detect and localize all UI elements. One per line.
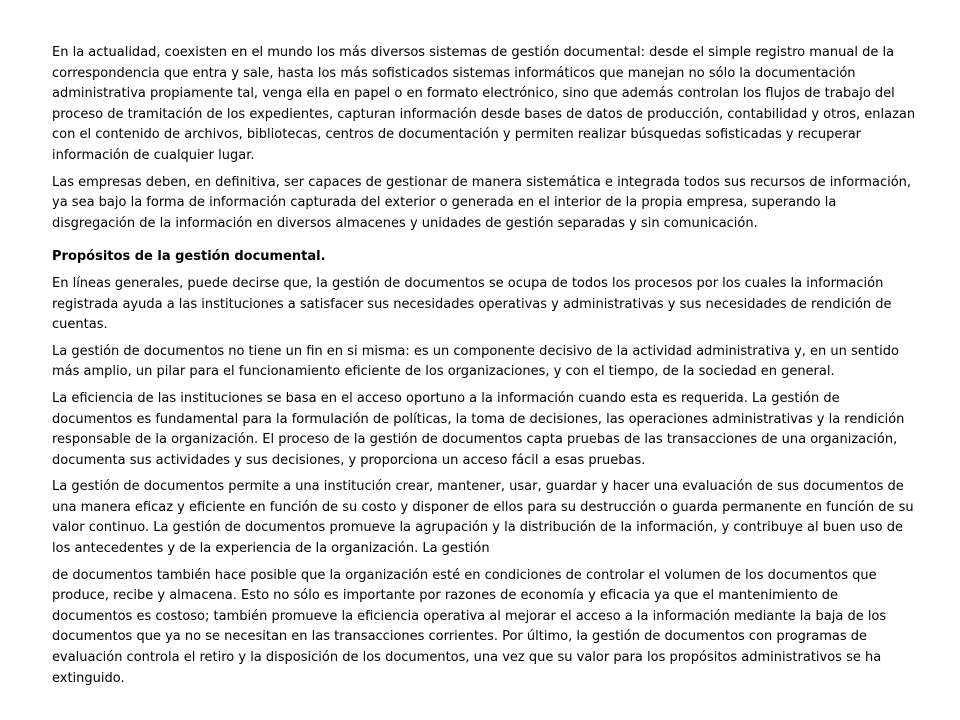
section-paragraph-1: En líneas generales, puede decirse que, la gestión de documentos se ocupa de todos los procesos por los cuales la información registrada ayuda a las instituciones a satisfacer sus necesidades operativas y administrativas y sus necesidades de rendición de cuentas.	[52, 275, 892, 333]
section-paragraph-5: de documentos también hace posible que la organización esté en condiciones de controlar el volumen de los documentos que produce, recibe y almacena. Esto no sólo es importante por razones de economía y eficacia ya que el mantenimiento de documentos es costoso; también promueve la eficiencia operativa al mejorar el acceso a la información mediante la baja de los documentos que ya no se necesitan en las transacciones corrientes. Por último, la gestión de documentos con programas de evaluación controla el retiro y la disposición de los documentos, una vez que su valor para los propósitos administrativos se ha extinguido.	[52, 567, 887, 686]
section-paragraph-2: La gestión de documentos no tiene un fin en si misma: es un componente decisivo de la actividad administrativa y, en un sentido más amplio, un pilar para el funcionamiento eficiente de los organizaciones, y con el tiempo, de la sociedad en general.	[52, 343, 899, 380]
document-page	[52, 43, 918, 695]
section-paragraph-3: La eficiencia de las instituciones se basa en el acceso oportuno a la información cuando esta es requerida. La gestión de documentos es fundamental para la formulación de políticas, la toma de decisiones, las operaciones administrativas y la rendición responsable de la organización. El proceso de la gestión de documentos capta pruebas de las transacciones de una organización, documenta sus actividades y sus decisiones, y proporciona un acceso fácil a esas pruebas.	[52, 390, 905, 468]
intro-paragraph-1: En la actualidad, coexisten en el mundo los más diversos sistemas de gestión documental: desde el simple registro manual de la correspondencia que entra y sale, hasta los más sofisticados sistemas informáticos que manejan no sólo la documentación administrativa propiamente tal, venga ella en papel o en formato electrónico, sino que además controlan los flujos de trabajo del proceso de tramitación de los expedientes, capturan información desde bases de datos de producción, contabilidad y otros, enlazan con el contenido de archivos, bibliotecas, centros de documentación y permiten realizar búsquedas sofisticadas y recuperar información de cualquier lugar.	[52, 45, 916, 163]
section-paragraph-4: La gestión de documentos permite a una institución crear, mantener, usar, guardar y hacer una evaluación de sus documentos de una manera eficaz y eficiente en función de su costo y disponer de ellos para su destrucción o guarda permanente en función de su valor continuo. La gestión de documentos promueve la agrupación y la distribución de la información, y contribuye al buen uso de los antecedentes y de la experiencia de la organización. La gestión	[52, 479, 914, 557]
section-heading: Propósitos de la gestión documental.	[52, 249, 326, 265]
intro-paragraph-2: Las empresas deben, en definitiva, ser capaces de gestionar de manera sistemática e integrada todos sus recursos de información, ya sea bajo la forma de información capturada del exterior o generada en el interior de la propia empresa, superando la disgregación de la información en diversos almacenes y unidades de gestión separadas y sin comunicación.	[52, 174, 912, 231]
